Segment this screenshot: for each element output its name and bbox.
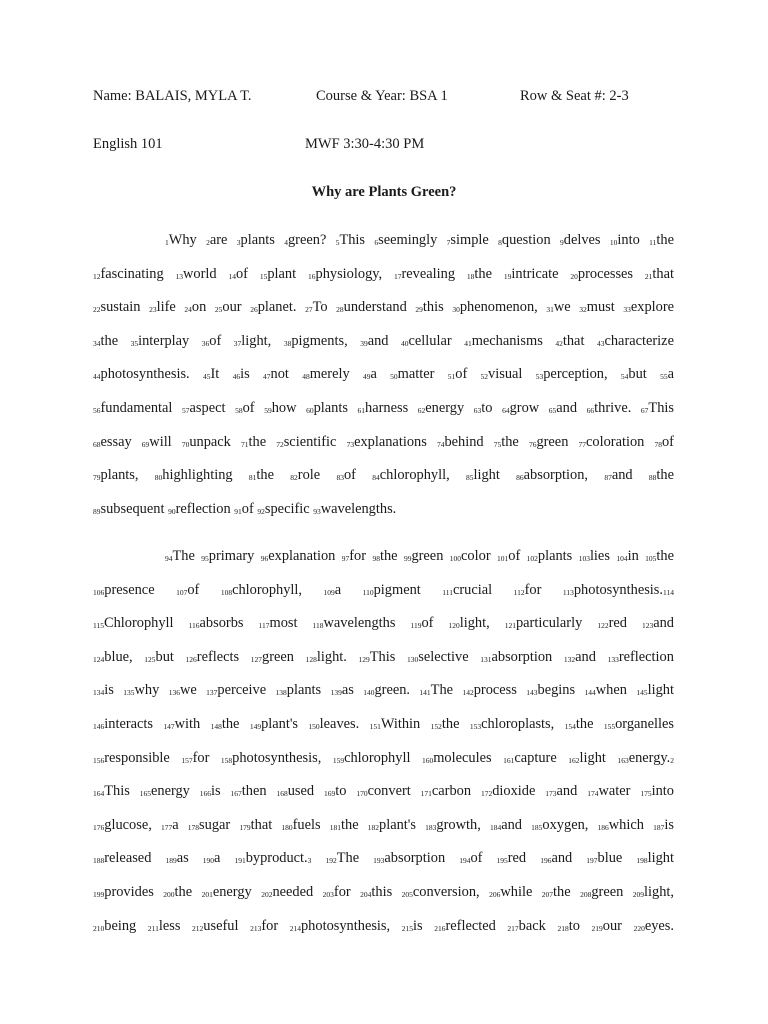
word-number: 107 bbox=[176, 587, 188, 597]
essay-paragraph-1 bbox=[93, 224, 674, 526]
word-number: 74 bbox=[436, 439, 445, 449]
word-number: 190 bbox=[202, 856, 214, 866]
word-number: 117 bbox=[258, 621, 270, 631]
word-number: 93 bbox=[313, 506, 321, 516]
word-number: 89 bbox=[93, 506, 101, 516]
word-number: 155 bbox=[603, 721, 616, 731]
word-number: 176 bbox=[93, 822, 105, 832]
word-number: 98 bbox=[372, 554, 380, 563]
word-number: 141 bbox=[419, 688, 431, 698]
word-number: 21 bbox=[644, 271, 653, 281]
paragraph-line: 188released 189as 190a 191byproduct.3 192The 193absorption 194of 195red 196and 197blue 198light bbox=[93, 850, 674, 867]
word-number: 9 bbox=[560, 238, 564, 247]
word-number: 133 bbox=[607, 654, 619, 664]
word-number: 90 bbox=[168, 506, 176, 516]
paragraph-line: 106presence 107of 108chlorophyll, 109a 110pigment 111crucial 112for 113photosynthesis.114 bbox=[93, 581, 674, 598]
word-number: 106 bbox=[93, 587, 105, 597]
word-number: 58 bbox=[235, 405, 243, 415]
word-number: 108 bbox=[220, 587, 233, 597]
word-number: 151 bbox=[369, 721, 381, 731]
word-number: 127 bbox=[250, 654, 263, 664]
word-number: 173 bbox=[545, 789, 557, 799]
word-number: 30 bbox=[452, 305, 460, 315]
word-number: 63 bbox=[473, 405, 482, 415]
word-number: 50 bbox=[390, 372, 398, 382]
word-number: 97 bbox=[341, 554, 350, 563]
word-number: 191 bbox=[234, 856, 246, 866]
word-number: 48 bbox=[302, 372, 310, 382]
word-number: 111 bbox=[442, 587, 453, 597]
word-number: 134 bbox=[93, 688, 105, 698]
word-number: 203 bbox=[322, 889, 334, 899]
word-number: 210 bbox=[93, 923, 105, 933]
word-number: 54 bbox=[620, 372, 629, 382]
word-number: 160 bbox=[421, 755, 434, 765]
word-number: 81 bbox=[248, 473, 257, 483]
paragraph-line: 34the 35interplay 36of 37light, 38pigments, 39and 40cellular 41mechanisms 42that 43characterize bbox=[93, 332, 674, 349]
word-number: 174 bbox=[587, 789, 599, 799]
word-number: 169 bbox=[324, 789, 336, 799]
word-number: 72 bbox=[276, 439, 284, 449]
word-number: 198 bbox=[636, 856, 648, 866]
word-number: 92 bbox=[257, 506, 265, 516]
word-number: 122 bbox=[597, 621, 609, 631]
word-number: 3 bbox=[236, 238, 241, 247]
word-number: 39 bbox=[360, 338, 368, 348]
word-number: 85 bbox=[465, 473, 474, 483]
word-number: 25 bbox=[214, 305, 223, 315]
word-number: 18 bbox=[466, 271, 475, 281]
word-number: 143 bbox=[526, 688, 538, 698]
word-number: 178 bbox=[187, 822, 200, 832]
subject: English 101 bbox=[93, 136, 163, 152]
word-number: 195 bbox=[496, 856, 508, 866]
word-number: 101 bbox=[497, 554, 509, 563]
word-number: 159 bbox=[332, 755, 345, 765]
paragraph-line: 156responsible 157for 158photosynthesis, 159chlorophyll 160molecules 161capture 162light 163energy.2 bbox=[93, 749, 674, 766]
word-number: 42 bbox=[555, 338, 563, 348]
word-number: 202 bbox=[261, 889, 273, 899]
word-number: 125 bbox=[144, 654, 156, 664]
word-number: 154 bbox=[564, 721, 576, 731]
word-number: 172 bbox=[480, 789, 493, 799]
word-number: 11 bbox=[649, 238, 657, 247]
word-number: 128 bbox=[305, 654, 317, 664]
word-number: 3 bbox=[307, 856, 312, 866]
word-number: 13 bbox=[175, 271, 184, 281]
word-number: 132 bbox=[563, 654, 576, 664]
word-number: 103 bbox=[578, 554, 590, 563]
word-number: 28 bbox=[336, 305, 344, 315]
word-number: 23 bbox=[149, 305, 157, 315]
word-number: 17 bbox=[394, 271, 402, 281]
word-number: 184 bbox=[489, 822, 502, 832]
paragraph-line: 22sustain 23life 24on 25our 26planet. 27To 28understand 29this 30phenomenon, 31we 32must 33explore bbox=[93, 299, 674, 316]
paragraph-line: 12fascinating 13world 14of 15plant 16physiology, 17revealing 18the 19intricate 20processes 21that bbox=[93, 265, 674, 282]
word-number: 29 bbox=[415, 305, 423, 315]
word-number: 152 bbox=[430, 721, 442, 731]
word-number: 1 bbox=[165, 238, 169, 247]
word-number: 73 bbox=[346, 439, 355, 449]
word-number: 94 bbox=[165, 554, 173, 563]
word-number: 114 bbox=[663, 587, 674, 597]
word-number: 41 bbox=[464, 338, 472, 348]
word-number: 163 bbox=[617, 755, 629, 765]
word-number: 211 bbox=[147, 923, 159, 933]
word-number: 70 bbox=[181, 439, 190, 449]
word-number: 139 bbox=[330, 688, 342, 698]
word-number: 76 bbox=[528, 439, 537, 449]
word-number: 62 bbox=[417, 405, 426, 415]
word-number: 7 bbox=[446, 238, 451, 247]
word-number: 65 bbox=[548, 405, 557, 415]
word-number: 79 bbox=[93, 473, 101, 483]
word-number: 158 bbox=[220, 755, 233, 765]
word-number: 102 bbox=[526, 554, 538, 563]
word-number: 168 bbox=[276, 789, 288, 799]
word-number: 55 bbox=[660, 372, 668, 382]
word-number: 208 bbox=[580, 889, 592, 899]
word-number: 181 bbox=[329, 822, 342, 832]
word-number: 185 bbox=[531, 822, 543, 832]
word-number: 129 bbox=[358, 654, 370, 664]
word-number: 189 bbox=[165, 856, 177, 866]
student-name: Name: BALAIS, MYLA T. bbox=[93, 88, 252, 104]
paragraph-line: 94The 95primary 96explanation 97for 98the 99green 100color 101of 102plants 103lies 104in 105the bbox=[165, 548, 674, 564]
word-number: 53 bbox=[535, 372, 544, 382]
course-year: Course & Year: BSA 1 bbox=[316, 88, 448, 104]
word-number: 45 bbox=[202, 372, 211, 382]
paragraph-line: 210being 211less 212useful 213for 214photosynthesis, 215is 216reflected 217back 218to 219our 220eyes. bbox=[93, 917, 674, 934]
word-number: 200 bbox=[163, 889, 175, 899]
word-number: 38 bbox=[283, 338, 292, 348]
word-number: 167 bbox=[230, 789, 242, 799]
word-number: 46 bbox=[232, 372, 241, 382]
word-number: 187 bbox=[653, 822, 665, 832]
row-seat: Row & Seat #: 2-3 bbox=[520, 88, 629, 104]
word-number: 84 bbox=[372, 473, 380, 483]
word-number: 142 bbox=[462, 688, 474, 698]
word-number: 77 bbox=[578, 439, 587, 449]
paragraph-line: 164This 165energy 166is 167then 168used 169to 170convert 171carbon 172dioxide 173and 174water 175into bbox=[93, 783, 674, 800]
word-number: 219 bbox=[591, 923, 603, 933]
word-number: 207 bbox=[541, 889, 554, 899]
paragraph-line: 89subsequent 90reflection 91of 92specific 93wavelengths. bbox=[93, 500, 397, 517]
word-number: 218 bbox=[557, 923, 569, 933]
word-number: 2 bbox=[206, 238, 210, 247]
word-number: 130 bbox=[407, 654, 419, 664]
word-number: 104 bbox=[616, 554, 628, 563]
word-number: 179 bbox=[239, 822, 251, 832]
word-number: 95 bbox=[201, 554, 209, 563]
word-number: 6 bbox=[374, 238, 379, 247]
word-number: 109 bbox=[323, 587, 335, 597]
word-number: 157 bbox=[181, 755, 193, 765]
word-number: 51 bbox=[447, 372, 456, 382]
paragraph-line: 124blue, 125but 126reflects 127green 128light. 129This 130selective 131absorption 132and 133reflection bbox=[93, 648, 674, 665]
word-number: 66 bbox=[586, 405, 595, 415]
word-number: 183 bbox=[425, 822, 437, 832]
word-number: 15 bbox=[259, 271, 268, 281]
word-number: 69 bbox=[141, 439, 150, 449]
word-number: 196 bbox=[540, 856, 552, 866]
word-number: 146 bbox=[93, 721, 105, 731]
word-number: 67 bbox=[640, 405, 649, 415]
word-number: 78 bbox=[654, 439, 662, 449]
class-schedule: MWF 3:30-4:30 PM bbox=[305, 136, 425, 152]
word-number: 16 bbox=[308, 271, 316, 281]
word-number: 110 bbox=[362, 587, 374, 597]
word-number: 64 bbox=[502, 405, 510, 415]
word-number: 188 bbox=[93, 856, 105, 866]
word-number: 71 bbox=[241, 439, 249, 449]
word-number: 156 bbox=[93, 755, 105, 765]
word-number: 135 bbox=[123, 688, 135, 698]
word-number: 162 bbox=[568, 755, 580, 765]
word-number: 61 bbox=[357, 405, 366, 415]
word-number: 145 bbox=[636, 688, 648, 698]
word-number: 153 bbox=[469, 721, 482, 731]
word-number: 182 bbox=[367, 822, 380, 832]
word-number: 209 bbox=[632, 889, 645, 899]
paragraph-line: 199provides 200the 201energy 202needed 203for 204this 205conversion, 206while 207the 208green 209light, bbox=[93, 883, 674, 900]
word-number: 12 bbox=[93, 271, 101, 281]
paragraph-line: 79plants, 80highlighting 81the 82role 83of 84chlorophyll, 85light 86absorption, 87and 88the bbox=[93, 467, 674, 484]
word-number: 83 bbox=[336, 473, 344, 483]
word-number: 5 bbox=[335, 238, 340, 247]
word-number: 217 bbox=[507, 923, 519, 933]
word-number: 164 bbox=[93, 789, 105, 799]
word-number: 57 bbox=[182, 405, 190, 415]
word-number: 20 bbox=[570, 271, 578, 281]
word-number: 212 bbox=[192, 923, 204, 933]
word-number: 138 bbox=[275, 688, 287, 698]
word-number: 147 bbox=[163, 721, 175, 731]
word-number: 149 bbox=[249, 721, 262, 731]
word-number: 80 bbox=[154, 473, 163, 483]
word-number: 8 bbox=[498, 238, 502, 247]
paragraph-line: 1Why 2are 3plants 4green? 5This 6seemingly 7simple 8question 9delves 10into 11the bbox=[165, 232, 674, 248]
word-number: 113 bbox=[562, 587, 574, 597]
paragraph-line: 176glucose, 177a 178sugar 179that 180fuels 181the 182plant's 183growth, 184and 185oxygen, 186which 187is bbox=[93, 816, 674, 833]
essay-title: Why are Plants Green? bbox=[311, 184, 457, 200]
word-number: 49 bbox=[362, 372, 371, 382]
word-number: 121 bbox=[504, 621, 516, 631]
paragraph-line: 146interacts 147with 148the 149plant's 150leaves. 151Within 152the 153chloroplasts, 154the 155organelles bbox=[93, 715, 674, 732]
word-number: 31 bbox=[546, 305, 554, 315]
word-number: 220 bbox=[633, 923, 645, 933]
word-number: 197 bbox=[586, 856, 598, 866]
word-number: 43 bbox=[596, 338, 605, 348]
word-number: 213 bbox=[250, 923, 262, 933]
word-number: 19 bbox=[503, 271, 512, 281]
word-number: 170 bbox=[356, 789, 368, 799]
word-number: 120 bbox=[448, 621, 460, 631]
word-number: 199 bbox=[93, 889, 105, 899]
paragraph-line: 44photosynthesis. 45It 46is 47not 48merely 49a 50matter 51of 52visual 53perception, 54but 55a bbox=[93, 366, 674, 383]
word-number: 216 bbox=[434, 923, 446, 933]
word-number: 4 bbox=[284, 238, 288, 247]
word-number: 171 bbox=[420, 789, 432, 799]
word-number: 186 bbox=[597, 822, 609, 832]
word-number: 100 bbox=[449, 554, 462, 563]
word-number: 40 bbox=[401, 338, 409, 348]
word-number: 52 bbox=[480, 372, 489, 382]
word-number: 2 bbox=[670, 755, 674, 765]
word-number: 88 bbox=[648, 473, 657, 483]
word-number: 161 bbox=[503, 755, 515, 765]
word-number: 123 bbox=[641, 621, 654, 631]
word-number: 150 bbox=[308, 721, 320, 731]
word-number: 137 bbox=[206, 688, 218, 698]
word-number: 22 bbox=[93, 305, 101, 315]
word-number: 204 bbox=[360, 889, 372, 899]
word-number: 140 bbox=[363, 688, 375, 698]
word-number: 180 bbox=[281, 822, 293, 832]
word-number: 36 bbox=[201, 338, 210, 348]
word-number: 115 bbox=[93, 621, 104, 631]
word-number: 44 bbox=[93, 372, 101, 382]
word-number: 26 bbox=[250, 305, 258, 315]
paragraph-line: 115Chlorophyll 116absorbs 117most 118wavelengths 119of 120light, 121particularly 122red 123and bbox=[93, 615, 674, 632]
word-number: 86 bbox=[516, 473, 524, 483]
word-number: 166 bbox=[199, 789, 212, 799]
word-number: 126 bbox=[185, 654, 197, 664]
word-number: 24 bbox=[184, 305, 192, 315]
word-number: 214 bbox=[289, 923, 301, 933]
paragraph-line: 68essay 69will 70unpack 71the 72scientific 73explanations 74behind 75the 76green 77coloration 78of bbox=[93, 433, 674, 450]
word-number: 96 bbox=[260, 554, 269, 563]
word-number: 56 bbox=[93, 405, 101, 415]
word-number: 119 bbox=[410, 621, 422, 631]
word-number: 148 bbox=[210, 721, 222, 731]
word-number: 91 bbox=[234, 506, 242, 516]
word-number: 201 bbox=[201, 889, 213, 899]
word-number: 192 bbox=[325, 856, 337, 866]
word-number: 177 bbox=[160, 822, 173, 832]
word-number: 27 bbox=[305, 305, 313, 315]
word-number: 116 bbox=[188, 621, 200, 631]
word-number: 175 bbox=[640, 789, 652, 799]
word-number: 165 bbox=[139, 789, 151, 799]
word-number: 87 bbox=[604, 473, 612, 483]
word-number: 136 bbox=[168, 688, 180, 698]
word-number: 34 bbox=[93, 338, 101, 348]
word-number: 124 bbox=[93, 654, 105, 664]
word-number: 206 bbox=[489, 889, 501, 899]
word-number: 32 bbox=[579, 305, 587, 315]
word-number: 10 bbox=[609, 238, 618, 247]
word-number: 68 bbox=[93, 439, 101, 449]
word-number: 215 bbox=[401, 923, 413, 933]
word-number: 112 bbox=[513, 587, 525, 597]
word-number: 82 bbox=[290, 473, 298, 483]
word-number: 205 bbox=[401, 889, 413, 899]
word-number: 99 bbox=[403, 554, 412, 563]
word-number: 35 bbox=[130, 338, 139, 348]
word-number: 131 bbox=[480, 654, 492, 664]
word-number: 193 bbox=[373, 856, 385, 866]
word-number: 37 bbox=[233, 338, 242, 348]
essay-paragraph-2 bbox=[93, 540, 674, 943]
word-number: 14 bbox=[228, 271, 236, 281]
word-number: 118 bbox=[312, 621, 324, 631]
word-number: 144 bbox=[584, 688, 596, 698]
word-number: 75 bbox=[493, 439, 502, 449]
word-number: 105 bbox=[645, 554, 657, 563]
word-number: 33 bbox=[623, 305, 631, 315]
paragraph-line: 134is 135why 136we 137perceive 138plants 139as 140green. 141The 142process 143begins 144when 145light bbox=[93, 682, 674, 699]
word-number: 59 bbox=[264, 405, 272, 415]
paragraph-line: 56fundamental 57aspect 58of 59how 60plants 61harness 62energy 63to 64grow 65and 66thrive. 67This bbox=[93, 399, 674, 416]
word-number: 194 bbox=[459, 856, 471, 866]
word-number: 47 bbox=[263, 372, 271, 382]
word-number: 60 bbox=[306, 405, 314, 415]
